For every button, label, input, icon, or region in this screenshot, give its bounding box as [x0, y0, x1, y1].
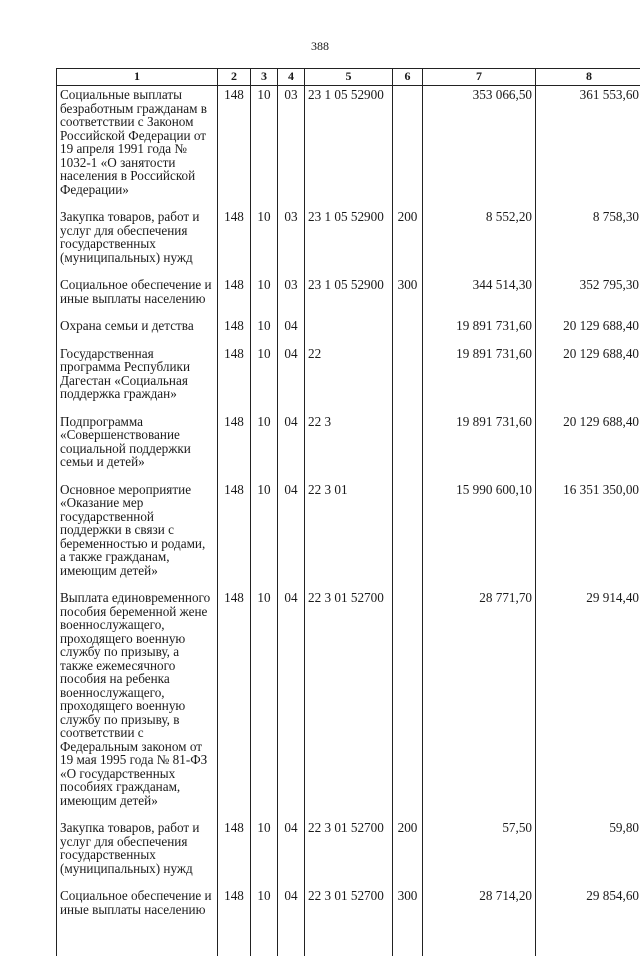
cell-amount-year2: 352 795,30 — [536, 276, 640, 317]
cell-amount-year1: 19 891 731,60 — [423, 345, 536, 413]
cell-subsection: 03 — [278, 276, 305, 317]
cell-amount-year2: 29 914,40 — [536, 589, 640, 819]
cell-target-article: 22 3 01 52700 — [305, 819, 393, 887]
cell-section: 10 — [251, 413, 278, 481]
cell-target-article: 22 3 01 52700 — [305, 589, 393, 819]
budget-table — [56, 68, 640, 956]
row-name: Закупка товаров, работ и услуг для обеспечения государственных (муниципальных) нужд — [57, 819, 218, 887]
cell-expense-type: 200 — [393, 819, 423, 887]
cell-ministry-code: 148 — [218, 345, 251, 413]
cell-section: 10 — [251, 345, 278, 413]
cell-ministry-code: 148 — [218, 887, 251, 956]
cell-section: 10 — [251, 589, 278, 819]
cell-amount-year2: 20 129 688,40 — [536, 345, 640, 413]
cell-subsection: 04 — [278, 887, 305, 956]
cell-expense-type — [393, 86, 423, 209]
cell-subsection: 04 — [278, 589, 305, 819]
table-row — [57, 345, 640, 413]
row-name: Охрана семьи и детства — [57, 317, 218, 345]
cell-subsection: 03 — [278, 86, 305, 209]
table-row — [57, 317, 640, 345]
column-header: 3 — [251, 69, 278, 86]
cell-expense-type: 300 — [393, 887, 423, 956]
row-name: Подпрограмма «Совершенствование социальной поддержки семьи и детей» — [57, 413, 218, 481]
table-row — [57, 819, 640, 887]
cell-amount-year2: 16 351 350,00 — [536, 481, 640, 590]
cell-expense-type — [393, 345, 423, 413]
cell-amount-year2: 20 129 688,40 — [536, 317, 640, 345]
column-header: 4 — [278, 69, 305, 86]
cell-section: 10 — [251, 276, 278, 317]
row-name: Основное мероприятие «Оказание мер государственной поддержки в связи с беременностью и родами, а также гражданам, имеющим детей» — [57, 481, 218, 590]
cell-section: 10 — [251, 481, 278, 590]
row-name: Закупка товаров, работ и услуг для обеспечения государственных (муниципальных) нужд — [57, 208, 218, 276]
cell-ministry-code: 148 — [218, 208, 251, 276]
cell-section: 10 — [251, 819, 278, 887]
cell-expense-type — [393, 413, 423, 481]
cell-amount-year1: 28 714,20 — [423, 887, 536, 956]
row-name: Социальные выплаты безработным гражданам в соответствии с Законом Российской Федерации от 19 апреля 1991 года № 1032-1 «О занятости населения в Российской Федерации» — [57, 86, 218, 209]
column-header: 7 — [423, 69, 536, 86]
table-row — [57, 208, 640, 276]
column-header: 6 — [393, 69, 423, 86]
table-row — [57, 481, 640, 590]
cell-ministry-code: 148 — [218, 276, 251, 317]
cell-amount-year1: 15 990 600,10 — [423, 481, 536, 590]
row-name: Социальное обеспечение и иные выплаты населению — [57, 276, 218, 317]
cell-amount-year1: 344 514,30 — [423, 276, 536, 317]
cell-section: 10 — [251, 86, 278, 209]
cell-ministry-code: 148 — [218, 317, 251, 345]
cell-expense-type — [393, 481, 423, 590]
cell-expense-type: 300 — [393, 276, 423, 317]
row-name: Государственная программа Республики Дагестан «Социальная поддержка граждан» — [57, 345, 218, 413]
cell-amount-year1: 353 066,50 — [423, 86, 536, 209]
cell-amount-year2: 59,80 — [536, 819, 640, 887]
row-name: Выплата единовременного пособия беременной жене военнослужащего, проходящего военную службу по призыву, а также ежемесячного пособия на ребенка военнослужащего, проходящего военную службу по призыву, в соответствии с Федеральным законом от 19 мая 1995 года № 81-ФЗ «О государственных пособиях гражданам, имеющим детей» — [57, 589, 218, 819]
cell-target-article: 23 1 05 52900 — [305, 276, 393, 317]
cell-expense-type: 200 — [393, 208, 423, 276]
cell-subsection: 04 — [278, 819, 305, 887]
cell-amount-year1: 28 771,70 — [423, 589, 536, 819]
cell-subsection: 04 — [278, 481, 305, 590]
cell-amount-year2: 361 553,60 — [536, 86, 640, 209]
cell-expense-type — [393, 317, 423, 345]
cell-amount-year2: 29 854,60 — [536, 887, 640, 956]
cell-ministry-code: 148 — [218, 413, 251, 481]
cell-section: 10 — [251, 317, 278, 345]
cell-amount-year1: 8 552,20 — [423, 208, 536, 276]
cell-ministry-code: 148 — [218, 86, 251, 209]
cell-target-article: 22 3 — [305, 413, 393, 481]
cell-amount-year1: 19 891 731,60 — [423, 317, 536, 345]
cell-ministry-code: 148 — [218, 481, 251, 590]
cell-subsection: 04 — [278, 413, 305, 481]
column-header: 1 — [57, 69, 218, 86]
cell-amount-year2: 20 129 688,40 — [536, 413, 640, 481]
table-row — [57, 276, 640, 317]
table-row — [57, 413, 640, 481]
cell-target-article: 22 3 01 52700 — [305, 887, 393, 956]
table-header-row — [57, 69, 640, 86]
table-row — [57, 887, 640, 956]
cell-section: 10 — [251, 208, 278, 276]
cell-target-article: 23 1 05 52900 — [305, 208, 393, 276]
row-name: Социальное обеспечение и иные выплаты населению — [57, 887, 218, 956]
cell-target-article: 23 1 05 52900 — [305, 86, 393, 209]
cell-ministry-code: 148 — [218, 819, 251, 887]
cell-ministry-code: 148 — [218, 589, 251, 819]
cell-target-article: 22 3 01 — [305, 481, 393, 590]
column-header: 2 — [218, 69, 251, 86]
cell-target-article: 22 — [305, 345, 393, 413]
cell-subsection: 03 — [278, 208, 305, 276]
table-row — [57, 589, 640, 819]
cell-amount-year1: 57,50 — [423, 819, 536, 887]
cell-section: 10 — [251, 887, 278, 956]
cell-subsection: 04 — [278, 345, 305, 413]
column-header: 5 — [305, 69, 393, 86]
page-number: 388 — [0, 39, 640, 54]
column-header: 8 — [536, 69, 640, 86]
cell-target-article — [305, 317, 393, 345]
cell-amount-year1: 19 891 731,60 — [423, 413, 536, 481]
cell-expense-type — [393, 589, 423, 819]
cell-subsection: 04 — [278, 317, 305, 345]
table-body — [57, 86, 640, 956]
cell-amount-year2: 8 758,30 — [536, 208, 640, 276]
table-row — [57, 86, 640, 209]
